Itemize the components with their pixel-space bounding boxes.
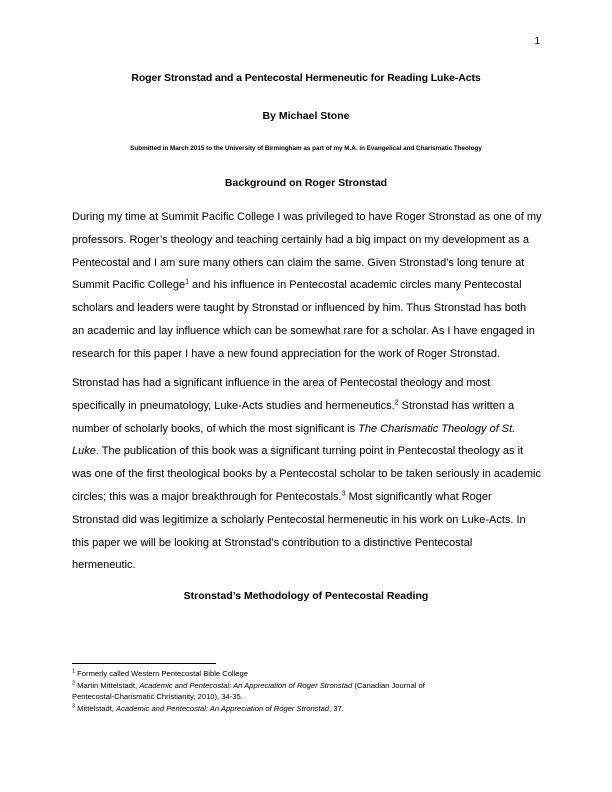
footnote-line: [72, 681, 542, 692]
text-line: an academic and lay influence which can be somewhat rare for a scholar. As I have engaged in: [72, 324, 535, 337]
footnote-3: [72, 704, 542, 715]
document-title: Roger Stronstad and a Pentecostal Hermeneutic for Reading Luke-Acts: [131, 72, 481, 84]
text-line: was one of the first theological books by a Pentecostal scholar to be taken seriously in academic: [72, 468, 541, 481]
text-line: Stronstad did was legitimize a scholarly Pentecostal hermeneutic in his work on Luke-Acts. In: [72, 513, 526, 526]
citation-title: Academic and Pentecostal: An Appreciation of Roger Stronstad: [139, 681, 353, 690]
text-line: [72, 440, 542, 463]
footnote-number: 3: [72, 703, 76, 710]
text-line: [72, 418, 542, 441]
section-heading-methodology: Stronstad’s Methodology of Pentecostal Reading: [183, 590, 429, 602]
paragraph-influence: [72, 372, 542, 577]
book-title: The Charismatic Theology of St.: [358, 422, 516, 435]
text-segment: specifically in pneumatology, Luke-Acts studies and hermeneutics.: [72, 399, 395, 412]
footnote-line: [72, 704, 542, 715]
text-line: [72, 486, 542, 509]
footnote-ref-3[interactable]: 3: [341, 490, 346, 498]
text-segment: and his influence in Pentecostal academic circles many Pentecostal: [189, 279, 522, 292]
footnote-line: [72, 669, 542, 680]
author-line: By Michael Stone: [262, 110, 350, 122]
text-segment: , 37.: [329, 704, 344, 713]
text-line: [72, 395, 542, 418]
footnote-1: [72, 669, 542, 680]
text-line: Stronstad has had a significant influence in the area of Pentecostal theology and most: [72, 377, 491, 389]
citation-title: Academic and Pentecostal: An Appreciation of Roger Stronstad: [116, 704, 330, 713]
text-segment: number of scholarly books, of which the most significant is: [72, 422, 359, 435]
footnote-number: 2: [72, 680, 76, 687]
submission-note: Submitted in March 2015 to the University of Birmingham as part of my M.A. in Evangelical and Charismatic Theology: [130, 145, 482, 152]
section-heading-background: Background on Roger Stronstad: [224, 177, 388, 189]
text-segment: Most significantly what Roger: [345, 490, 492, 503]
text-line: professors. Roger’s theology and teaching certainly had a big impact on my development as a: [72, 233, 529, 246]
text-segment: Formerly called Western Pentecostal Bible College: [75, 669, 248, 678]
footnote-divider: [72, 663, 216, 664]
text-segment: Summit Pacific College: [72, 279, 186, 292]
text-line: scholars and leaders were taught by Stronstad or influenced by him. Thus Stronstad has both: [72, 302, 527, 315]
page-number: 1: [534, 36, 540, 47]
text-segment: Stronstad has written a: [398, 399, 515, 412]
paragraph-background: [72, 206, 542, 366]
text-segment: Mittelstadt,: [75, 704, 116, 713]
footnote-number: 1: [72, 668, 76, 675]
footnote-ref-2[interactable]: 2: [394, 399, 399, 407]
text-segment: . The publication of this book was a significant turning point in Pentecostal theology as it: [95, 445, 524, 458]
text-line: Pentecostal and I am sure many others can claim the same. Given Stronstad’s long tenure at: [72, 256, 525, 269]
footnote-2: [72, 681, 542, 702]
text-segment: circles; this was a major breakthrough for Pentecostals.: [72, 490, 342, 503]
footnote-line: Pentecostal-Charismatic Christianity, 2010), 34-35.: [72, 691, 243, 701]
footnote-ref-1[interactable]: 1: [185, 278, 189, 286]
text-line: this paper we will be looking at Stronstad’s contribution to a distinctive Pentecostal: [72, 536, 473, 549]
text-segment: (Canadian Journal of: [352, 681, 425, 690]
text-line: During my time at Summit Pacific College I was privileged to have Roger Stronstad as one of my: [72, 211, 542, 223]
text-line: hermeneutic.: [72, 559, 136, 572]
text-line: research for this paper I have a new found appreciation for the work of Roger Stronstad.: [72, 347, 501, 360]
text-line: [72, 274, 542, 297]
book-title: Luke: [72, 445, 96, 458]
text-segment: Martin Mittelstadt,: [75, 681, 140, 690]
